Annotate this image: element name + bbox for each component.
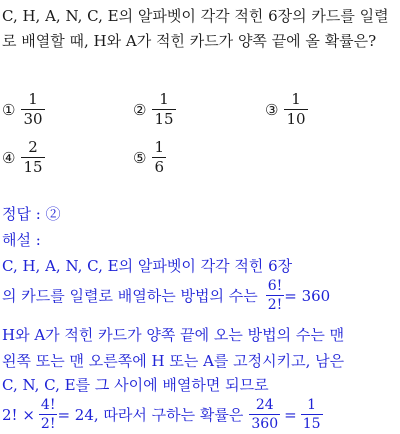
option-3[interactable]: [265, 92, 308, 127]
explanation-line-5: C, N, C, E를 그 사이에 배열하면 되므로: [2, 376, 269, 394]
option-fraction: [152, 140, 166, 175]
equals-sign: =: [284, 405, 297, 424]
option-marker: ③: [265, 100, 279, 119]
option-1[interactable]: [2, 92, 45, 127]
option-marker: ②: [133, 100, 147, 119]
denominator: 10: [286, 110, 306, 128]
numerator: 1: [291, 90, 301, 108]
denominator: 360: [251, 416, 279, 432]
fraction-6f-over-2f: [266, 279, 285, 312]
option-marker: ④: [2, 148, 16, 167]
text: = 360: [284, 286, 331, 305]
text: 2! ×: [2, 405, 35, 424]
numerator: 1: [28, 90, 38, 108]
numerator: 1: [159, 90, 169, 108]
option-2[interactable]: [133, 92, 176, 127]
denominator: 15: [23, 158, 43, 176]
explanation-line-6: [2, 398, 323, 431]
text: 의 카드를 일렬로 배열하는 방법의 수는: [2, 286, 258, 305]
denominator: 15: [302, 416, 321, 432]
explanation-line-3: H와 A가 적힌 카드가 양쪽 끝에 오는 방법의 수는 맨: [2, 326, 345, 344]
numerator: 2: [28, 138, 38, 156]
numerator: 4!: [40, 397, 56, 413]
explanation-line-4: 왼쪽 또는 맨 오른쪽에 H 또는 A를 고정시키고, 남은: [2, 352, 345, 370]
option-fraction: [152, 92, 175, 127]
question-line-1: C, H, A, N, C, E의 알파벳이 각각 적힌 6장의 카드를 일렬: [2, 7, 389, 25]
fraction-24-over-360: [249, 398, 280, 431]
denominator: 15: [154, 110, 174, 128]
denominator: 6: [154, 158, 164, 176]
numerator: 1: [154, 138, 164, 156]
fraction-1-over-15: [301, 398, 323, 431]
question-line-2: 로 배열할 때, H와 A가 적힌 카드가 양쪽 끝에 올 확률은?: [2, 32, 377, 50]
option-fraction: [21, 140, 44, 175]
explanation-line-1: C, H, A, N, C, E의 알파벳이 각각 적힌 6장: [2, 257, 293, 275]
option-fraction: [284, 92, 307, 127]
fraction-4f-over-2f: [39, 398, 58, 431]
explanation-label: 해설 :: [2, 231, 41, 249]
denominator: 2!: [40, 416, 56, 432]
numerator: 6!: [267, 278, 283, 294]
option-marker: ①: [2, 100, 16, 119]
denominator: 2!: [267, 297, 283, 313]
answer-label: 정답 : ②: [2, 205, 61, 223]
option-marker: ⑤: [133, 148, 147, 167]
explanation-line-2: [2, 279, 330, 312]
option-5[interactable]: [133, 140, 166, 175]
option-4[interactable]: [2, 140, 45, 175]
text: = 24, 따라서 구하는 확률은: [57, 405, 244, 424]
numerator: 1: [307, 397, 317, 413]
option-fraction: [21, 92, 44, 127]
numerator: 24: [255, 397, 274, 413]
denominator: 30: [23, 110, 43, 128]
